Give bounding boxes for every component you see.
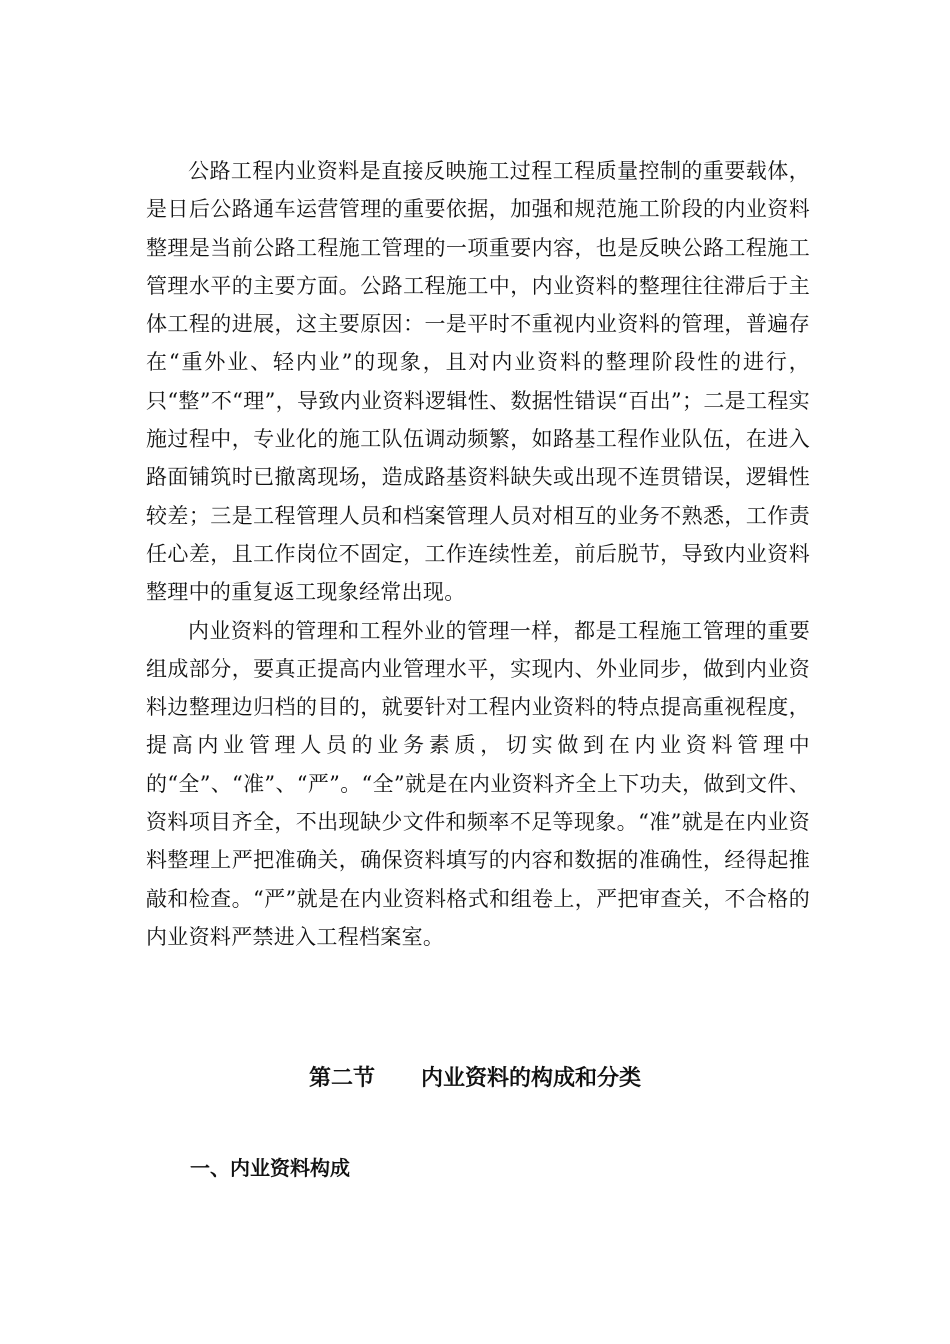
subsection-heading: 一、内业资料构成 — [190, 1156, 350, 1180]
paragraph-2: 内业资料的管理和工程外业的管理一样，都是工程施工管理的重要组成部分，要真正提高内业管理水平，实现内、外业同步，做到内业资料边整理边归档的目的，就要针对工程内业资料的特点提高重视程度，提高内业管理人员的业务素质，切实做到在内业资料管理中的“全”、“准”、“严”。“全”就是在内业资料齐全上下功夫，做到文件、资料项目齐全，不出现缺少文件和频率不足等现象。“准”就是在内业资料整理上严把准确关，确保资料填写的内容和数据的准确性，经得起推敲和检查。“严”就是在内业资料格式和组卷上，严把审查关，不合格的内业资料严禁进入工程档案室。 — [146, 618, 810, 949]
section-heading — [0, 1063, 950, 1095]
section-title: 内业资料的构成和分类 — [421, 1066, 642, 1091]
paragraph-1: 公路工程内业资料是直接反映施工过程工程质量控制的重要载体，是日后公路通车运营管理的重要依据，加强和规范施工阶段的内业资料整理是当前公路工程施工管理的一项重要内容，也是反映公路工程施工管理水平的主要方面。公路工程施工中，内业资料的整理往往滞后于主体工程的进展，这主要原因：一是平时不重视内业资料的管理，普遍存在“重外业、轻内业”的现象，且对内业资料的整理阶段性的进行，只“整”不“理”，导致内业资料逻辑性、数据性错误“百出”；二是工程实施过程中，专业化的施工队伍调动频繁，如路基工程作业队伍，在进入路面铺筑时已撤离现场，造成路基资料缺失或出现不连贯错误，逻辑性较差；三是工程管理人员和档案管理人员对相互的业务不熟悉，工作责任心差，且工作岗位不固定，工作连续性差，前后脱节，导致内业资料整理中的重复返工现象经常出现。 — [146, 159, 810, 605]
section-number: 第二节 — [308, 1066, 375, 1091]
body-text — [146, 152, 810, 956]
